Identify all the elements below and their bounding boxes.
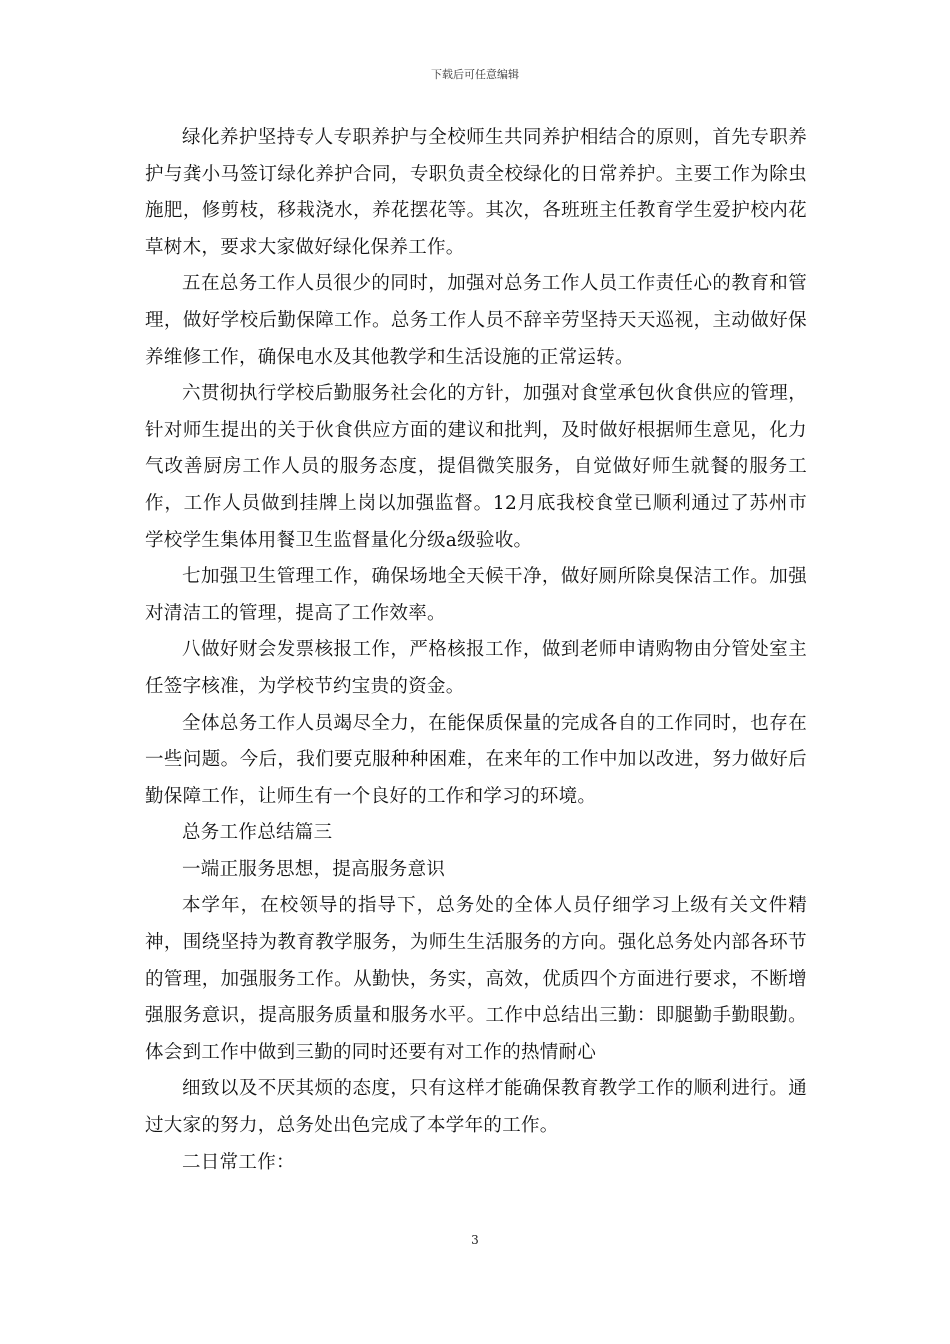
paragraph-item-six: 六贯彻执行学校后勤服务社会化的方针，加强对食堂承包伙食供应的管理，针对师生提出的关于伙食供应方面的建议和批判，及时做好根据师生意见，化力气改善厨房工作人员的服务态度，提倡微笑服务，自觉做好师生就餐的服务工作，工作人员做到挂牌上岗以加强监督。12月底我校食堂已顺利通过了苏州市学校学生集体用餐卫生监督量化分级a级验收。 (145, 383, 807, 551)
paragraph-item-seven: 七加强卫生管理工作，确保场地全天候干净，做好厕所除臭保洁工作。加强对清洁工的管理，提高了工作效率。 (145, 566, 807, 624)
page-header: 下载后可任意编辑 (431, 68, 519, 81)
subheading-one: 一端正服务思想，提高服务意识 (182, 858, 446, 880)
paragraph-this-year: 本学年，在校领导的指导下，总务处的全体人员仔细学习上级有关文件精神，围绕坚持为教育教学服务，为师生生活服务的方向。强化总务处内部各环节的管理，加强服务工作。从勤快，务实，高效，优质四个方面进行要求，不断增强服务意识，提高服务质量和服务水平。工作中总结出三勤：即腿勤手勤眼勤。体会到工作中做到三勤的同时还要有对工作的热情耐心 (145, 895, 807, 1063)
paragraph-summary: 全体总务工作人员竭尽全力，在能保质保量的完成各自的工作同时，也存在一些问题。今后，我们要克服种种困难，在来年的工作中加以改进，努力做好后勤保障工作，让师生有一个良好的工作和学习的环境。 (145, 712, 807, 807)
paragraph-attitude: 细致以及不厌其烦的态度，只有这样才能确保教育教学工作的顺利进行。通过大家的努力，总务处出色完成了本学年的工作。 (145, 1078, 807, 1137)
subheading-two: 二日常工作： (182, 1151, 295, 1173)
document-body (145, 120, 807, 1181)
paragraph-item-eight: 八做好财会发票核报工作，严格核报工作，做到老师申请购物由分管处室主任签字核准，为学校节约宝贵的资金。 (145, 639, 807, 697)
paragraph-greening: 绿化养护坚持专人专职养护与全校师生共同养护相结合的原则，首先专职养护与龚小马签订绿化养护合同，专职负责全校绿化的日常养护。主要工作为除虫施肥，修剪枝，移栽浇水，养花摆花等。其次，各班班主任教育学生爱护校内花草树木，要求大家做好绿化保养工作。 (145, 127, 807, 258)
page-number: 3 (471, 1233, 479, 1247)
section-heading: 总务工作总结篇三 (182, 822, 333, 844)
paragraph-item-five: 五在总务工作人员很少的同时，加强对总务工作人员工作责任心的教育和管理，做好学校后勤保障工作。总务工作人员不辞辛劳坚持天天巡视，主动做好保养维修工作，确保电水及其他教学和生活设施的正常运转。 (145, 273, 807, 368)
